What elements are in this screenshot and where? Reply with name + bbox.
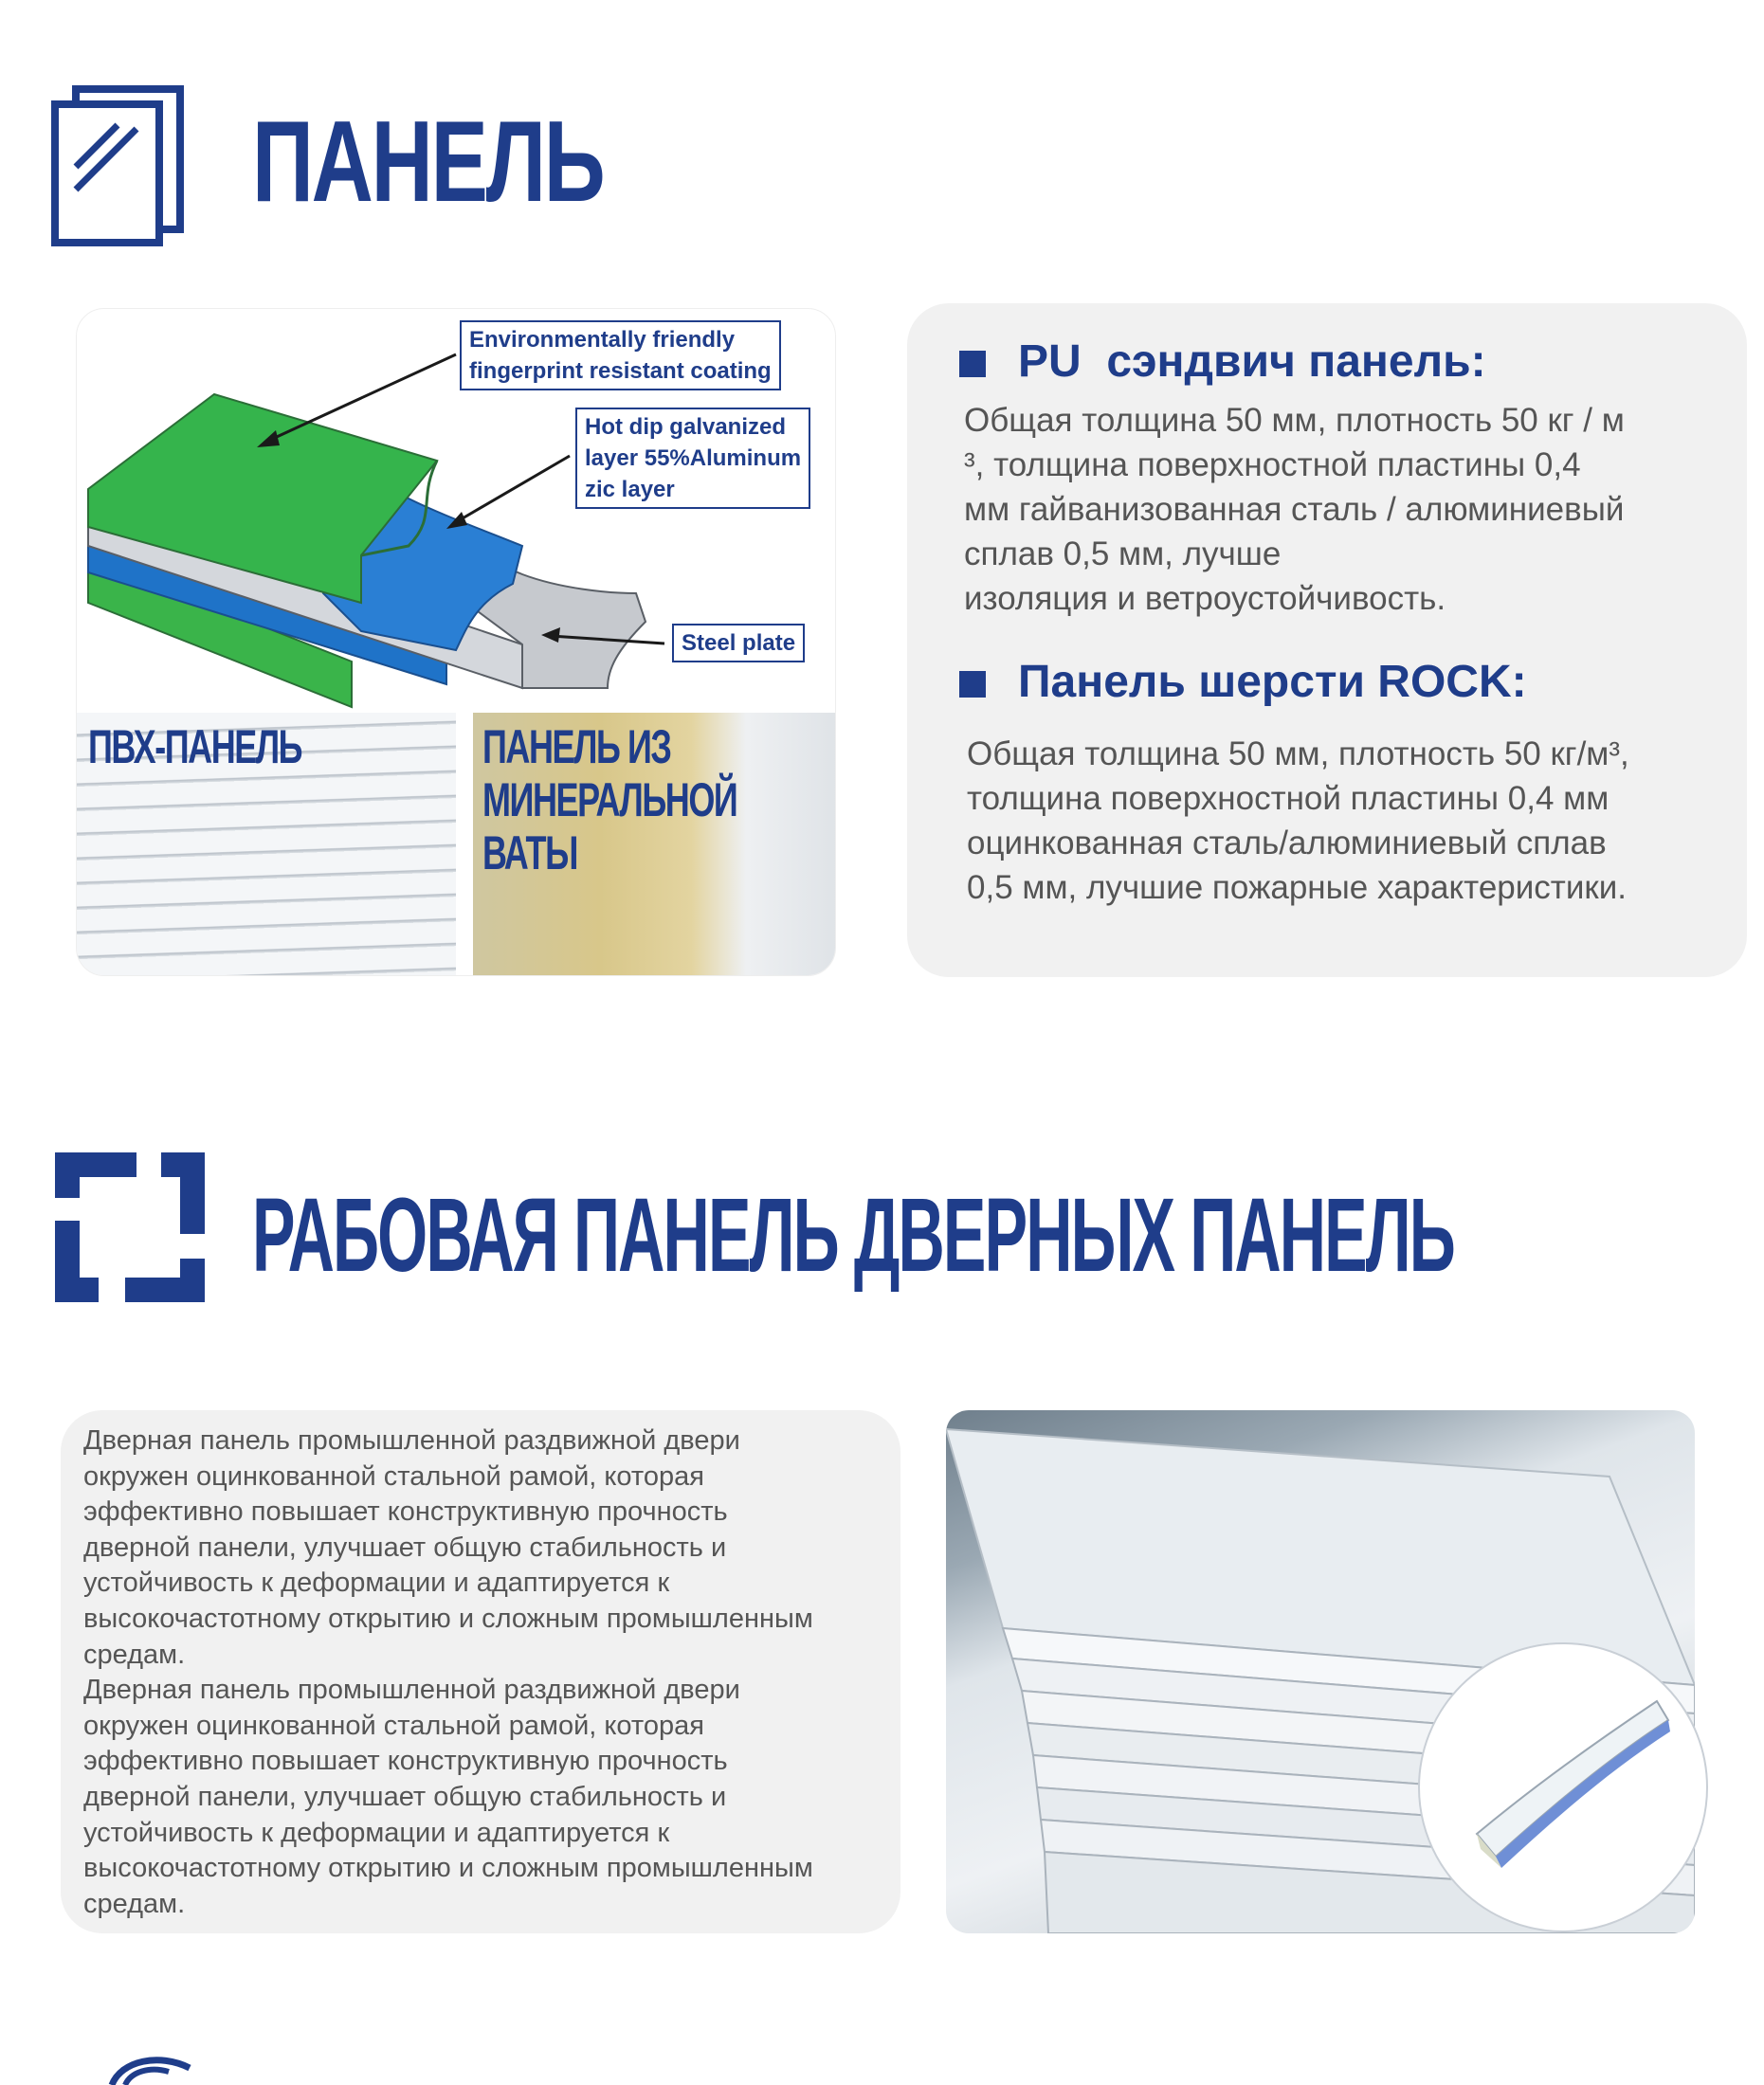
rock-bullet [959, 671, 986, 698]
rock-description: Общая толщина 50 мм, плотность 50 кг/м³, толщина поверхностной пластины 0,4 мм оцинкованная сталь/алюминиевый сплав 0,5 мм, лучшие пожарные характеристики. [967, 735, 1629, 906]
rock-heading: Панель шерсти ROCK: [1018, 657, 1527, 707]
callout-galvanized: Hot dip galvanized layer 55%Aluminum zic layer [575, 408, 810, 509]
aluminum-profile-graphic [1458, 1682, 1672, 1896]
pu-description: Общая толщина 50 мм, плотность 50 кг / м ³, толщина поверхностной пластины 0,4 мм гайванизованная сталь / алюминиевый сплав 0,5 мм, лучше изоляция и ветроустойчивость. [964, 402, 1625, 617]
pu-heading: PU сэндвич панель: [1018, 336, 1486, 387]
mineral-wool-panel-photo [473, 713, 836, 976]
section-title-door-panel: РАБОВАЯ ПАНЕЛЬ ДВЕРНЫХ ПАНЕЛЬ [252, 1177, 1454, 1294]
pvc-panel-label: ПВХ-ПАНЕЛЬ [88, 720, 302, 773]
pvc-panel-photo [77, 713, 456, 976]
door-panel-profile-inset [1418, 1642, 1708, 1932]
mineral-panel-label: ПАНЕЛЬ ИЗ МИНЕРАЛЬНОЙ ВАТЫ [482, 720, 737, 879]
pu-bullet [959, 351, 986, 377]
panel-layers-diagram [76, 308, 836, 976]
next-section-icon [102, 2055, 197, 2085]
door-panel-section-icon [55, 1152, 207, 1304]
door-panel-description: Дверная панель промышленной раздвижной двери окружен оцинкованной стальной рамой, которая эффективно повышает конструктивную прочность дверной панели, улучшает общую стабильность и устойчивость к деформации и адаптируется к высокочастотному открытию и сложным промышленным средам. Дверная панель промышленной раздвижной двери окружен оцинкованной стальной рамой, которая эффективно повышает конструктивную прочность дверной панели, улучшает общую стабильность и устойчивость к деформации и адаптируется к высокочастотному открытию и сложным промышленным средам. [83, 1425, 813, 1919]
panel-section-icon [51, 85, 186, 246]
callout-steel-plate: Steel plate [672, 624, 805, 662]
callout-coating: Environmentally friendly fingerprint resistant coating [460, 320, 781, 390]
section-title-panel: ПАНЕЛЬ [252, 97, 604, 226]
